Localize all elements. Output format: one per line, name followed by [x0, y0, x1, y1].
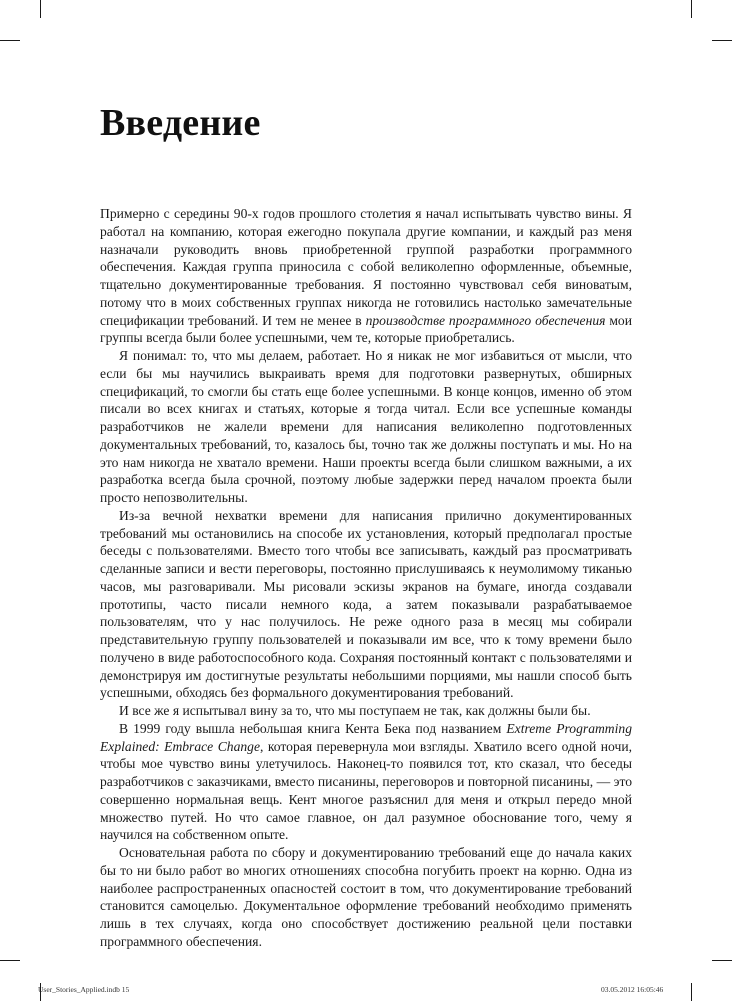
emphasis: производстве программного обеспечения: [365, 312, 606, 328]
paragraph: Из-за вечной нехватки времени для написания прилично документированных требований мы остановились на способе их установления, который предполагал простые беседы с пользователями. Вместо того чтобы все записывать, каждый раз просматривать сделанные записи и вести переговоры, постоянно прислушиваясь к неумолимому тиканью часов, мы разговаривали. Мы рисовали эскизы экранов на бумаге, иногда создавали прототипы, часто писали немного кода, а затем показывали разрабатываемое пользователям, что у нас получилось. Не реже одного раза в месяц мы собирали представительную группу пользователей и показывали им все, что к тому времени было получено в виде работоспособного кода. Сохраняя постоянный контакт с пользователями и демонстрируя им достигнутые результаты небольшими порциями, мы нашли способ быть успешными, обходясь без формального документирования требований.: [100, 507, 632, 701]
crop-mark-top-right: [691, 0, 692, 18]
paragraph: Я понимал: то, что мы делаем, работает. Но я никак не мог избавиться от мысли, что если бы мы научились выкраивать время для подготовки развернутых, обширных спецификаций, то смогли бы стать еще более успешными. В конце концов, именно об этом писали во всех книгах и статьях, которые я тогда читал. Если все успешные команды разработчиков не жалели времени для написания великолепно подготовленных документальных требований, то, казалось бы, точно так же должны поступать и мы. Но на это нам никогда не хватало времени. Наши проекты всегда были слишком важными, а их разработка всегда была срочной, поэтому любые задержки перед началом проекта были просто непозволительны.: [100, 348, 632, 505]
crop-mark-right-upper: [712, 40, 732, 41]
book-title: Extreme Programming Explained: Embrace Change: [100, 720, 632, 754]
paragraph: Примерно с середины 90-х годов прошлого столетия я начал испытывать чувство вины. Я работал на компанию, которая ежегодно покупала другие компании, и каждый раз меня назначали руководить вновь приобретенной группой разработки программного обеспечения. Каждая группа приносила с собой великолепно оформленные, объемные, тщательно документированные требования. Я постоянно чувствовал себя виноватым, потому что в моих собственных группах никогда не готовились настолько замечательные спецификации требований. И тем не менее в производстве программного обеспечения мои группы всегда были более успешными, чем те, которые приобретались.: [100, 206, 632, 346]
paragraph: И все же я испытывал вину за то, что мы поступаем не так, как должны были бы.: [119, 703, 591, 718]
paragraph: Основательная работа по сбору и документированию требований еще до начала каких бы то ни было работ во многих отношениях способна погубить проект на корню. Одна из наиболее распространенных опасностей состоит в том, что документирование требований становится самоцелью. Документальное оформление требований необходимо применять лишь в тех случаях, когда оно способствует достижению реальной цели поставки программного обеспечения.: [100, 845, 632, 949]
chapter-title: Введение: [100, 102, 261, 144]
body-text: [100, 205, 632, 951]
crop-mark-right-lower: [712, 960, 732, 961]
slug-datetime: 03.05.2012 16:05:46: [601, 985, 664, 994]
crop-mark-top-left: [40, 0, 41, 18]
crop-mark-left-upper: [0, 40, 20, 41]
paragraph: В 1999 году вышла небольшая книга Кента Бека под названием Extreme Programming Explained: Embrace Change, которая перевернула мои взгляды. Хватило всего одной ночи, чтобы мое чувство вины улетучилось. Наконец-то появился тот, кто сказал, что беседы разработчиков с заказчиками, вместо писанины, переговоров и повторной писанины, — это совершенно нормальная вещь. Кент многое разъяснил для меня и открыл передо мной множество путей. Но что самое главное, он дал разумное обоснование того, чему я научился на собственном опыте.: [100, 720, 633, 843]
crop-mark-left-lower: [0, 960, 20, 961]
slug-file: User_Stories_Applied.indb 15: [38, 985, 130, 994]
crop-mark-bottom-right: [691, 983, 692, 1001]
